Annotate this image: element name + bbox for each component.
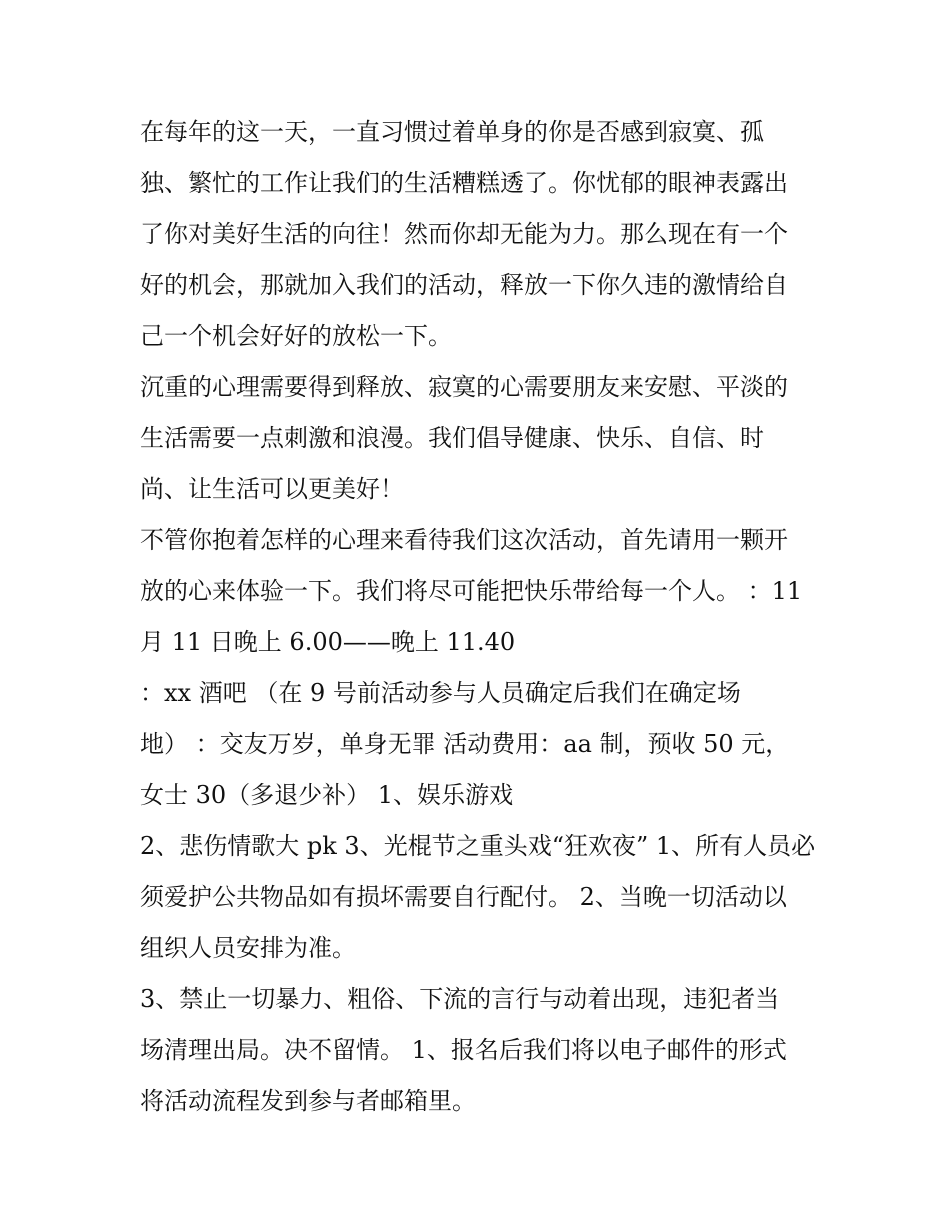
text-line: 地） ：交友万岁，单身无罪 活动费用：aa 制，预收 50 元，	[140, 730, 790, 758]
text-line: 放的心来体验一下。我们将尽可能把快乐带给每一个人。 ：11	[140, 577, 803, 605]
text-line: 尚、让生活可以更美好！	[140, 475, 404, 503]
document-body	[140, 107, 820, 1127]
text-line: 月 11 日晚上 6.00——晚上 11.40	[140, 628, 516, 656]
text-line: 在每年的这一天，一直习惯过着单身的你是否感到寂寞、孤	[140, 118, 764, 146]
text-line: 场清理出局。决不留情。 1、报名后我们将以电子邮件的形式	[140, 1036, 787, 1064]
text-line: ：xx 酒吧 （在 9 号前活动参与人员确定后我们在确定场	[140, 679, 741, 707]
text-line: 生活需要一点刺激和浪漫。我们倡导健康、快乐、自信、时	[140, 424, 764, 452]
text-line: 己一个机会好好的放松一下。	[140, 322, 452, 350]
text-line: 2、悲伤情歌大 pk 3、光棍节之重头戏“狂欢夜” 1、所有人员必	[140, 832, 816, 860]
text-line: 独、繁忙的工作让我们的生活糟糕透了。你忧郁的眼神表露出	[140, 169, 788, 197]
text-line: 了你对美好生活的向往！然而你却无能为力。那么现在有一个	[140, 220, 788, 248]
text-line: 须爱护公共物品如有损坏需要自行配付。 2、当晚一切活动以	[140, 883, 787, 911]
text-line: 沉重的心理需要得到释放、寂寞的心需要朋友来安慰、平淡的	[140, 373, 788, 401]
text-line: 将活动流程发到参与者邮箱里。	[140, 1087, 476, 1115]
text-line: 3、禁止一切暴力、粗俗、下流的言行与动着出现，违犯者当	[140, 985, 780, 1013]
text-line: 不管你抱着怎样的心理来看待我们这次活动，首先请用一颗开	[140, 526, 788, 554]
text-line: 组织人员安排为准。	[140, 934, 356, 962]
text-line: 女士 30（多退少补） 1、娱乐游戏	[140, 781, 514, 809]
text-line: 好的机会，那就加入我们的活动，释放一下你久违的激情给自	[140, 271, 788, 299]
